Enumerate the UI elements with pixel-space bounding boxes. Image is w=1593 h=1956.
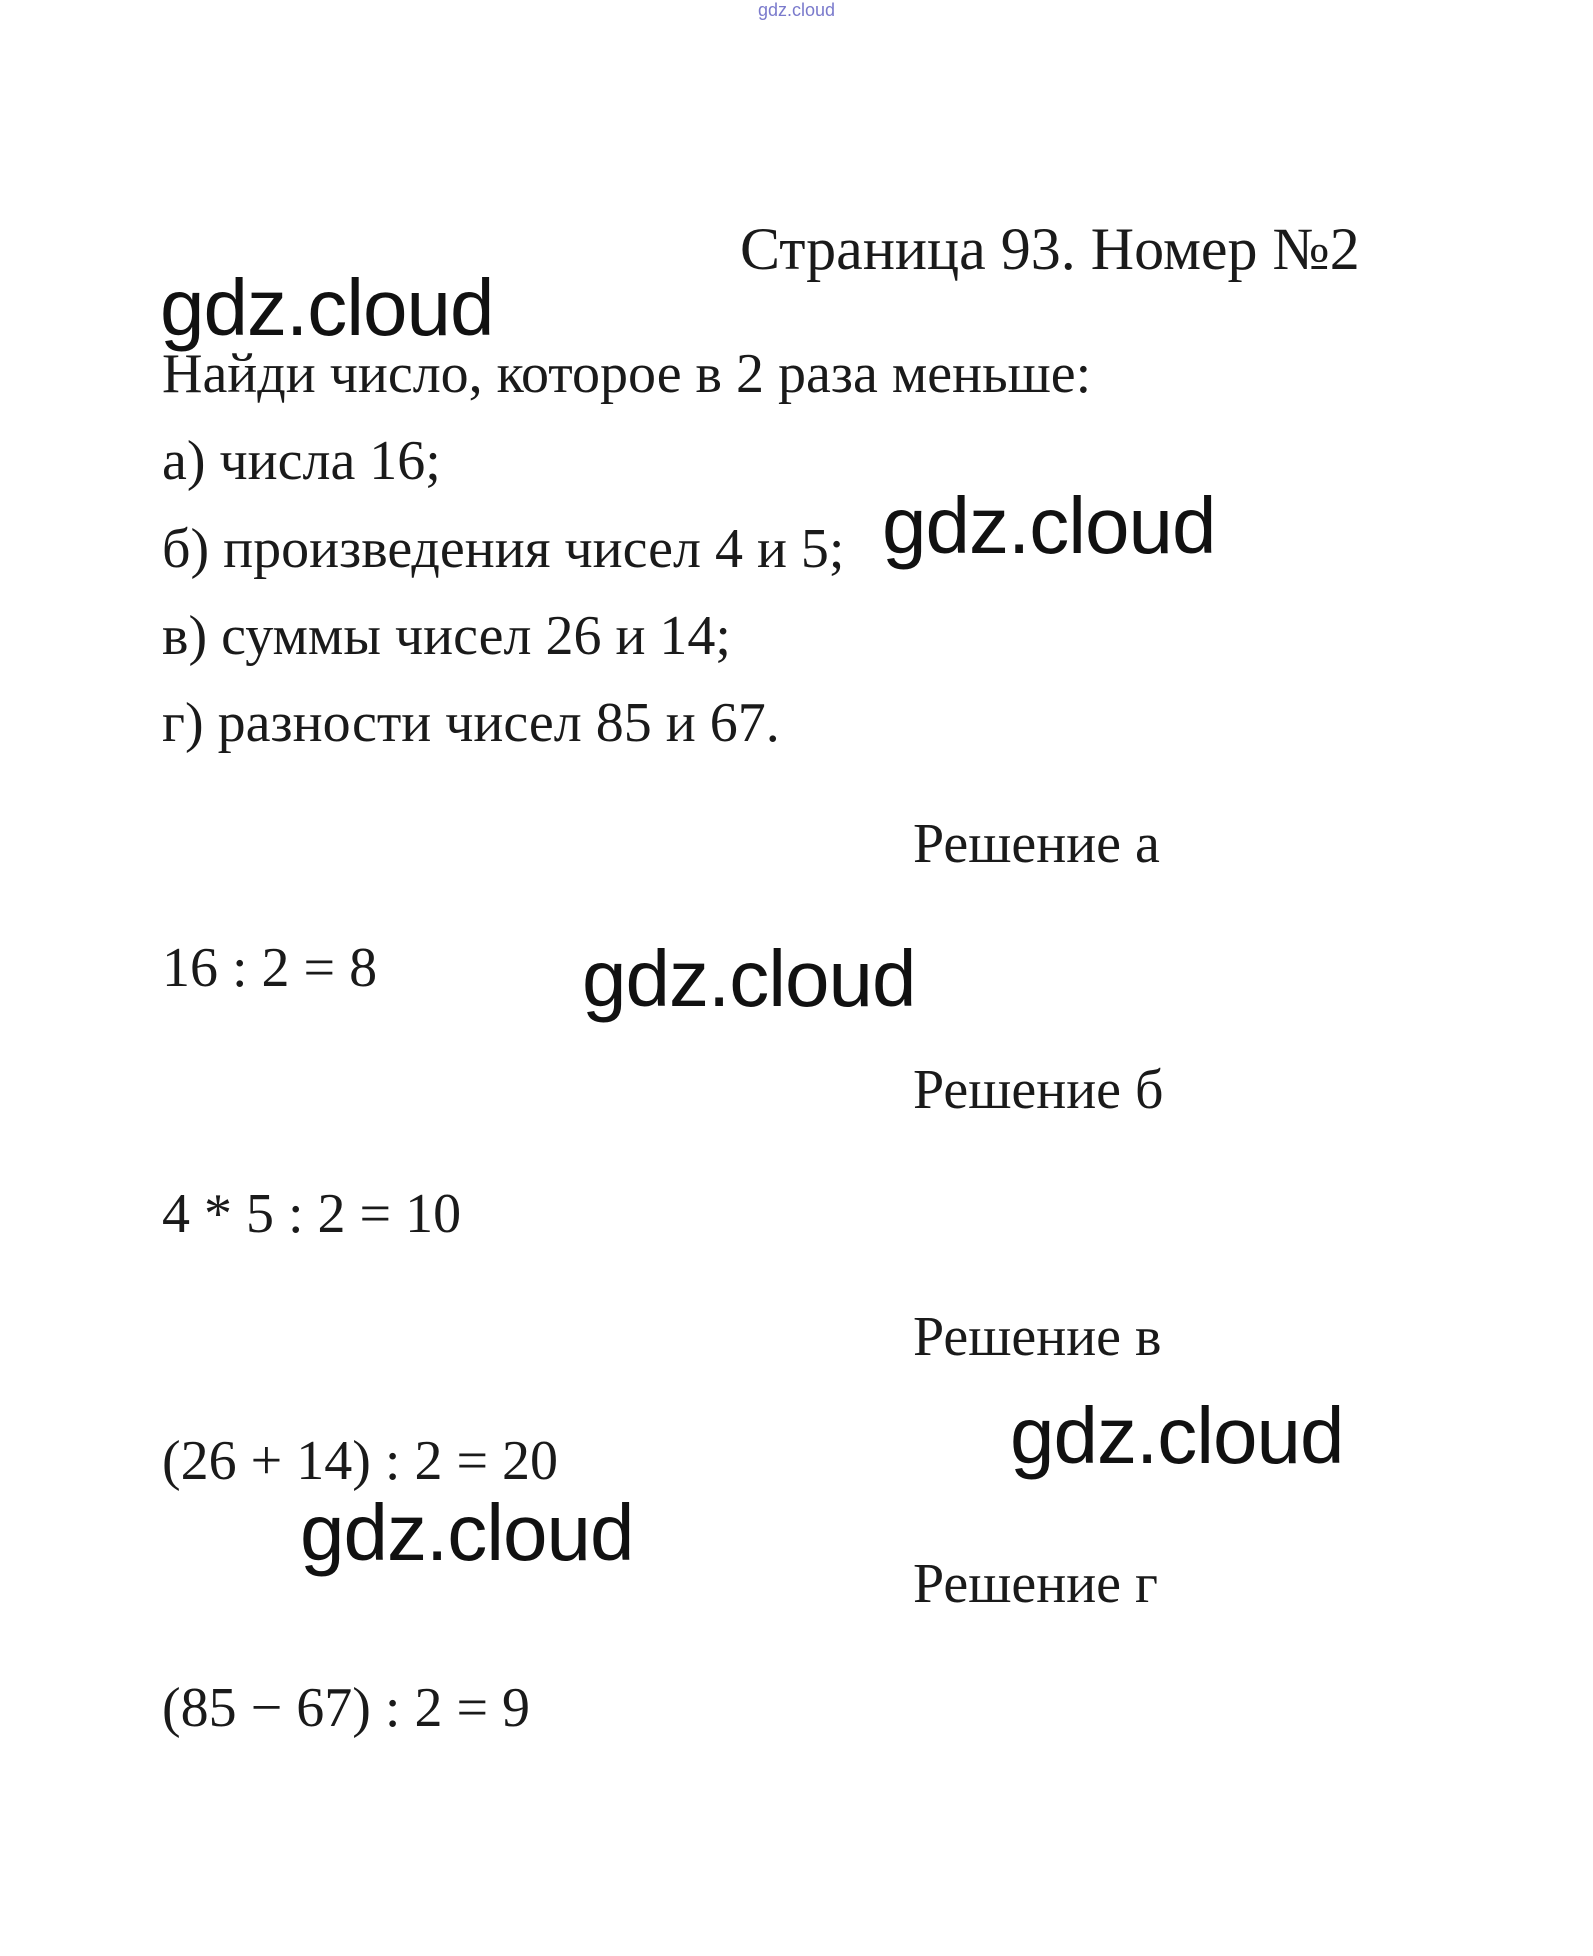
- watermark: gdz.cloud: [1010, 1391, 1344, 1480]
- task-item-b: б) произведения чисел 4 и 5;: [162, 518, 845, 580]
- task-item-c: в) суммы чисел 26 и 14;: [162, 605, 731, 667]
- task-prompt: Найди число, которое в 2 раза меньше:: [162, 343, 1092, 405]
- watermark: gdz.cloud: [160, 263, 494, 352]
- task-item-a: а) числа 16;: [162, 430, 441, 492]
- watermark: gdz.cloud: [882, 481, 1216, 570]
- page-title: Страница 93. Номер №2: [740, 216, 1360, 282]
- watermark: gdz.cloud: [300, 1488, 634, 1577]
- solution-c-heading: Решение в: [913, 1306, 1162, 1368]
- solution-a-heading: Решение а: [913, 813, 1160, 875]
- solution-b-equation: 4 * 5 : 2 = 10: [162, 1183, 462, 1245]
- site-mark: gdz.cloud: [757, 0, 836, 20]
- watermark: gdz.cloud: [582, 934, 916, 1023]
- solution-a-equation: 16 : 2 = 8: [162, 937, 378, 999]
- task-item-d: г) разности чисел 85 и 67.: [162, 692, 780, 754]
- solution-b-heading: Решение б: [913, 1059, 1164, 1121]
- solution-d-heading: Решение г: [913, 1553, 1158, 1615]
- solution-c-equation: (26 + 14) : 2 = 20: [162, 1430, 559, 1492]
- solution-d-equation: (85 − 67) : 2 = 9: [162, 1677, 531, 1739]
